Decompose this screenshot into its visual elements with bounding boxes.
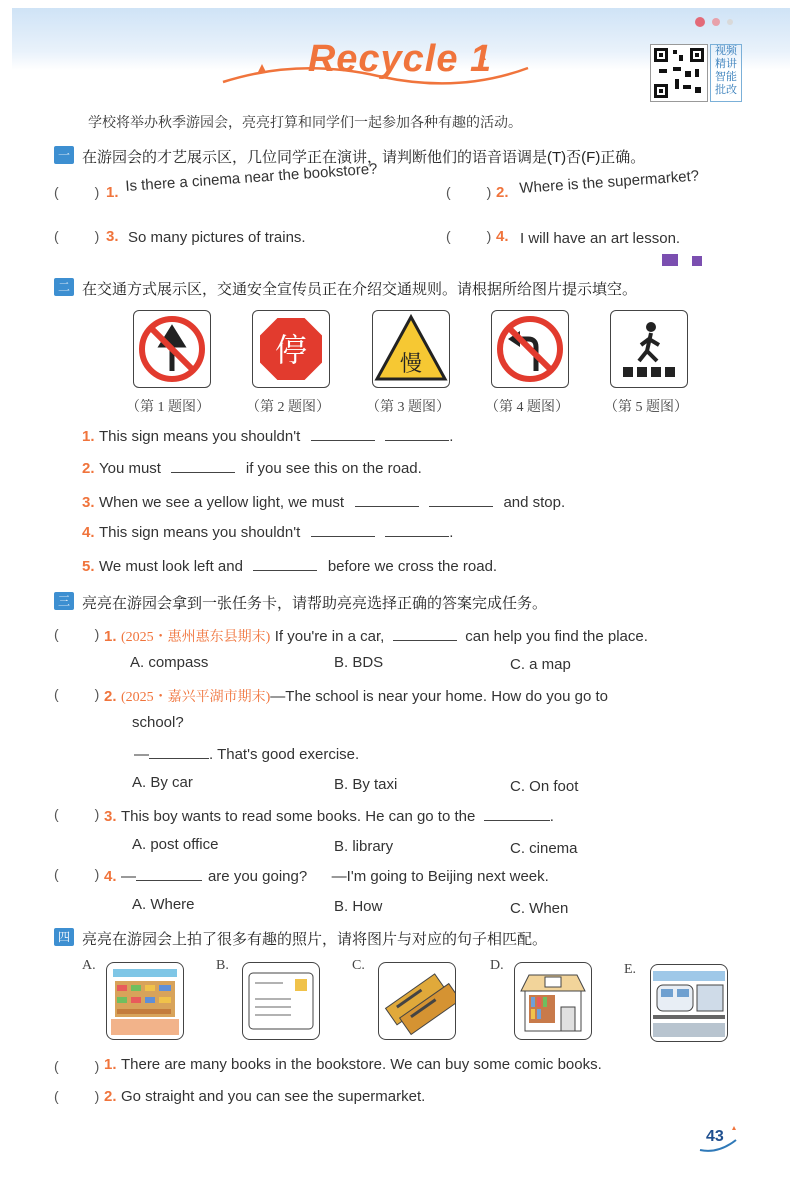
option-a[interactable]: A. By car [132,774,193,791]
fill-blank[interactable] [355,492,419,507]
question-text: I will have an art lesson. [520,230,681,247]
picture-letter: D. [490,958,504,973]
picture-e [650,964,728,1042]
option-a[interactable]: A. post office [132,836,219,853]
picture-letter: A. [82,958,96,973]
sign-3 [372,310,450,388]
option-c[interactable]: C. cinema [510,840,578,857]
section2-instruction: 在交通方式展示区，交通安全宣传员正在介绍交通规则。请根据所给图片提示填空。 [82,281,638,298]
fill-blank[interactable] [149,744,209,759]
question-number: 3. [106,228,119,245]
mc-question: 4. — are you going? —I'm going to Beijing next week. [104,868,549,885]
page-title: Recycle 1 [307,38,493,80]
question-text: school? [132,714,184,731]
qr-label: 视频精讲 智能批改 [710,44,742,102]
fill-blank[interactable] [171,458,235,473]
mc-question: 1. (2025・惠州惠东县期末) If you're in a car, can help you find the place. [104,628,648,645]
sign-caption: （第 3 题图） [366,400,450,415]
option-a[interactable]: A. Where [132,896,195,913]
option-c[interactable]: C. a map [510,656,571,673]
no-left-turn-icon [492,311,568,387]
answer-blank[interactable]: ( ) [54,228,100,244]
fill-item: 1. This sign means you shouldn't . [82,428,454,445]
svg-text:停: 停 [274,331,308,369]
fill-blank[interactable] [136,866,202,881]
no-straight-icon [134,311,210,387]
slow-sign-icon [373,311,449,387]
decor-square [692,256,702,266]
reply-line: — . That's good exercise. [134,746,360,763]
section3-number: 三 [54,592,74,610]
option-c[interactable]: C. When [510,900,569,917]
decor-square [662,254,678,266]
match-item: 1. There are many books in the bookstore. We can buy some comic books. [104,1056,602,1073]
question-number: 2. [496,184,509,201]
picture-c [378,962,456,1040]
sign-caption: （第 2 题图） [246,400,330,415]
sign-5 [610,310,688,388]
fill-item: 2. You must if you see this on the road. [82,460,422,477]
page-number: 43 [706,1128,724,1145]
question-text: So many pictures of trains. [128,229,306,246]
fill-blank[interactable] [385,522,449,537]
picture-letter: C. [352,958,365,973]
picture-letter: E. [624,962,637,977]
supermarket-shelves-icon [107,963,183,1039]
pedestrian-crossing-icon [611,311,687,387]
option-b[interactable]: B. library [334,838,394,855]
answer-blank[interactable]: ( ) [54,626,100,642]
fill-item: 3. When we see a yellow light, we must and stop. [82,494,566,511]
sign-caption: （第 5 题图） [604,400,688,415]
question-number: 1. [106,184,119,201]
question-number: 4. [496,228,509,245]
sign-1 [133,310,211,388]
tickets-icon [379,963,455,1039]
picture-b [242,962,320,1040]
question-text: Where is the supermarket? [518,167,700,197]
qr-code-icon[interactable] [650,44,708,102]
sign-2 [252,310,330,388]
stop-sign-icon [253,311,329,387]
section3-instruction: 亮亮在游园会拿到一张任务卡，请帮助亮亮选择正确的答案完成任务。 [82,595,548,612]
mc-question: 2. (2025・嘉兴平湖市期末)—The school is near your home. How do you go to [104,688,608,705]
answer-blank[interactable]: ( ) [446,228,492,244]
fill-blank[interactable] [484,806,550,821]
picture-letter: B. [216,958,229,973]
answer-blank[interactable]: ( ) [446,184,492,200]
option-b[interactable]: B. By taxi [334,776,398,793]
picture-a [106,962,184,1040]
fill-blank[interactable] [311,426,375,441]
section1-number: 一 [54,146,74,164]
section2-number: 二 [54,278,74,296]
answer-blank[interactable]: ( ) [54,686,100,702]
answer-blank[interactable]: ( ) [54,866,100,882]
picture-d [514,962,592,1040]
fill-item: 4. This sign means you shouldn't . [82,524,454,541]
answer-blank[interactable]: ( ) [54,1058,100,1074]
option-b[interactable]: B. BDS [334,654,384,671]
mc-question: 3. This boy wants to read some books. He can go to the . [104,808,554,825]
decor-dots [692,14,742,35]
sign-caption: （第 4 题图） [485,400,569,415]
sign-4 [491,310,569,388]
section4-instruction: 亮亮在游园会上拍了很多有趣的照片，请将图片与对应的句子相匹配。 [82,931,548,948]
answer-blank[interactable]: ( ) [54,184,100,200]
fill-blank[interactable] [385,426,449,441]
train-station-icon [651,965,727,1041]
option-c[interactable]: C. On foot [510,778,579,795]
svg-text:慢: 慢 [399,352,423,377]
fill-blank[interactable] [429,492,493,507]
section4-number: 四 [54,928,74,946]
fill-blank[interactable] [311,522,375,537]
match-item: 2. Go straight and you can see the supermarket. [104,1088,426,1105]
intro-text: 学校将举办秋季游园会，亮亮打算和同学们一起参加各种有趣的活动。 [88,116,522,131]
fill-item: 5. We must look left and before we cross the road. [82,558,498,575]
answer-blank[interactable]: ( ) [54,806,100,822]
sign-caption: （第 1 题图） [126,400,210,415]
page-swoosh-icon [696,1124,742,1154]
section1-instruction: 在游园会的才艺展示区，几位同学正在演讲，请判断他们的语音语调是(T)否(F)正确。 [82,149,646,166]
postcard-icon [243,963,319,1039]
bookstore-icon [515,963,591,1039]
fill-blank[interactable] [253,556,317,571]
question-text: Is there a cinema near the bookstore? [124,160,379,195]
fill-blank[interactable] [393,626,457,641]
answer-blank[interactable]: ( ) [54,1088,100,1104]
option-a[interactable]: A. compass [130,654,209,671]
option-b[interactable]: B. How [334,898,383,915]
